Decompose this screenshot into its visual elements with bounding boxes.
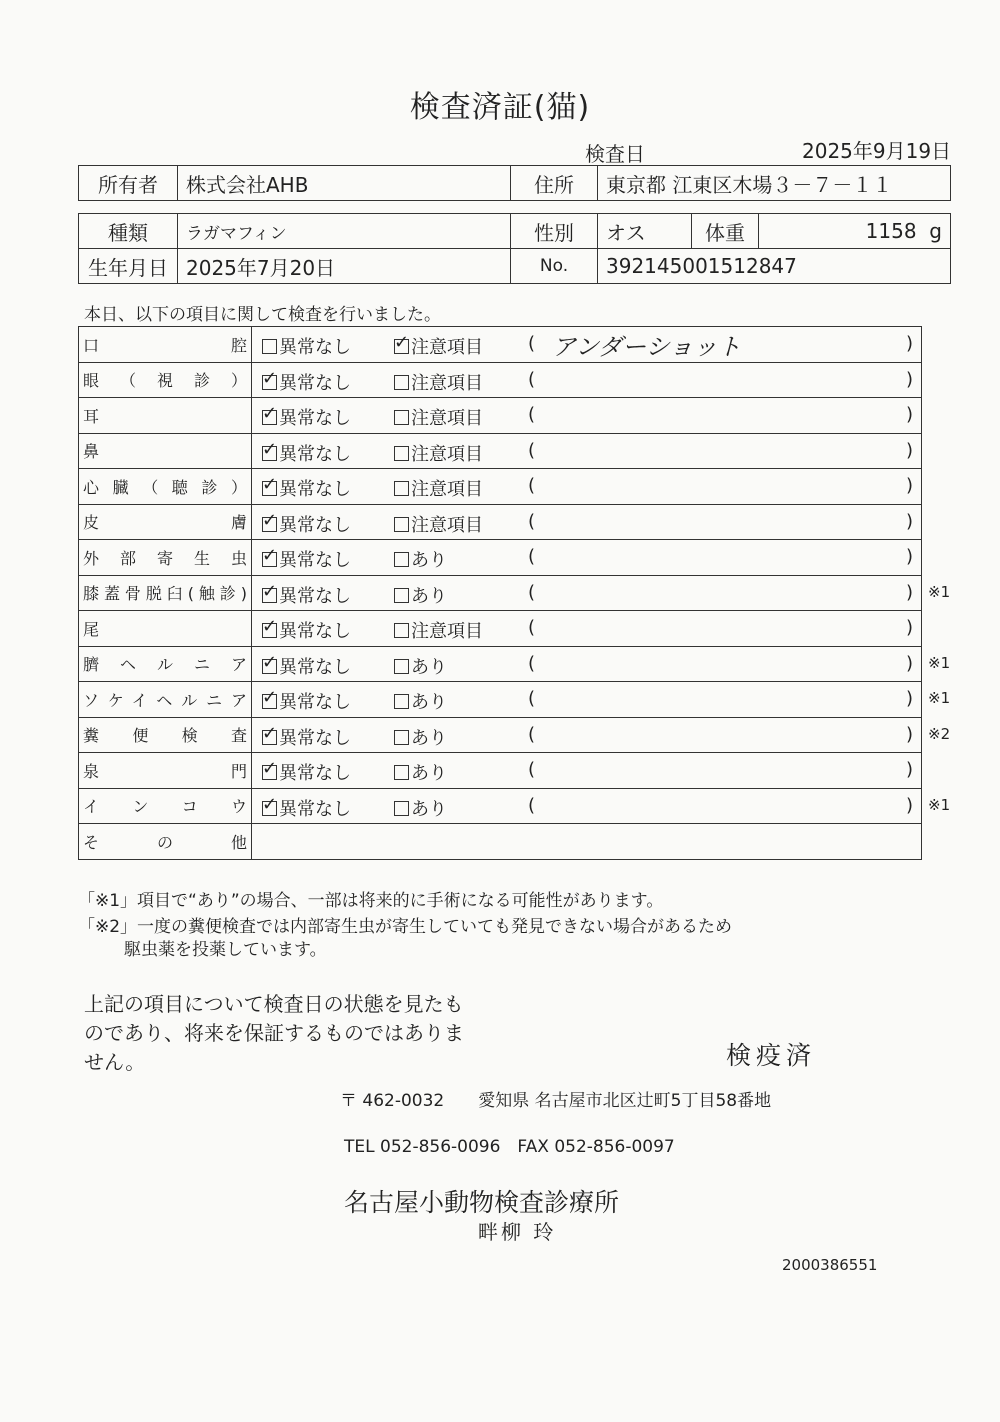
- option-attention[interactable]: 注意項目: [394, 617, 483, 643]
- handwritten-note: アンダーショット: [552, 333, 742, 361]
- open-paren: (: [528, 652, 536, 674]
- check-row: [79, 788, 922, 824]
- check-item-label: インコウ: [79, 788, 252, 824]
- open-paren: (: [528, 404, 536, 425]
- option-attention[interactable]: 注意項目: [394, 369, 483, 395]
- owner-table: [78, 165, 951, 201]
- other-label: その他: [79, 824, 252, 860]
- check-item-label: 外部寄生虫: [79, 540, 252, 576]
- checkbox-icon[interactable]: [262, 623, 277, 638]
- option-attention[interactable]: 注意項目: [394, 404, 483, 430]
- check-item-label: 耳: [79, 398, 252, 434]
- check-options: [252, 788, 922, 824]
- option-normal[interactable]: ✓ 異常なし: [262, 653, 351, 679]
- check-row: [79, 362, 922, 398]
- check-row: [79, 646, 922, 682]
- checkbox-icon[interactable]: [394, 588, 409, 603]
- checkbox-icon[interactable]: [262, 694, 277, 709]
- option-normal[interactable]: ✓ 異常なし: [262, 795, 351, 821]
- option-attention[interactable]: 注意項目: [394, 440, 483, 466]
- checkbox-icon[interactable]: [262, 446, 277, 461]
- exam-date-label: 検査日: [585, 142, 645, 166]
- option-attention[interactable]: あり: [394, 582, 447, 608]
- checkbox-icon[interactable]: [394, 801, 409, 816]
- check-item-label: 眼（視診）: [79, 362, 252, 398]
- address-label: 住所: [511, 166, 598, 201]
- other-value: [252, 824, 922, 860]
- check-options: [252, 362, 922, 398]
- check-row: [79, 327, 922, 363]
- option-normal[interactable]: ✓ 異常なし: [262, 404, 351, 430]
- checkbox-icon[interactable]: [262, 517, 277, 532]
- sex-value: オス: [598, 214, 692, 249]
- inspection-stamp: 検疫済: [726, 1041, 817, 1070]
- check-options: [252, 717, 922, 753]
- checkbox-icon[interactable]: [394, 410, 409, 425]
- clinic-phone: TEL 052-856-0096 FAX 052-856-0097: [344, 1137, 675, 1157]
- option-normal[interactable]: ✓ 異常なし: [262, 688, 351, 714]
- close-paren: ): [905, 546, 913, 567]
- checkbox-icon[interactable]: [394, 623, 409, 638]
- check-options: [252, 646, 922, 682]
- option-attention[interactable]: あり: [394, 546, 447, 572]
- weight-cell: [759, 214, 951, 249]
- check-row: [79, 611, 922, 647]
- close-paren: ): [905, 581, 913, 603]
- open-paren: (: [528, 688, 536, 709]
- open-paren: (: [528, 723, 536, 745]
- dob-label: 生年月日: [79, 249, 178, 284]
- option-normal[interactable]: ✓ 異常なし: [262, 724, 351, 750]
- check-item-label: 臍ヘルニア: [79, 646, 252, 682]
- check-row: [79, 540, 922, 576]
- close-paren: ): [905, 510, 913, 532]
- checkbox-icon[interactable]: [394, 552, 409, 567]
- intro-text: 本日、以下の項目に関して検査を行いました。: [84, 305, 441, 325]
- option-attention[interactable]: あり: [394, 688, 447, 714]
- check-item-label: 膝蓋骨脱臼(触診): [79, 575, 252, 611]
- open-paren: (: [528, 333, 536, 354]
- check-options: [252, 611, 922, 647]
- option-attention[interactable]: 注意項目: [394, 475, 483, 501]
- no-label: No.: [511, 249, 598, 284]
- checkbox-icon[interactable]: [262, 765, 277, 780]
- type-value: ラガマフィン: [178, 214, 511, 249]
- check-options: [252, 433, 922, 469]
- checkbox-icon[interactable]: [262, 588, 277, 603]
- check-item-label: 糞便検査: [79, 717, 252, 753]
- check-item-label: ソケイヘルニア: [79, 682, 252, 718]
- checkbox-icon[interactable]: [394, 765, 409, 780]
- check-row: [79, 717, 922, 753]
- checkbox-icon[interactable]: [262, 552, 277, 567]
- option-normal[interactable]: ✓ 異常なし: [262, 475, 351, 501]
- checkbox-icon[interactable]: [262, 481, 277, 496]
- close-paren: ): [905, 333, 913, 354]
- check-item-label: 口腔: [79, 327, 252, 363]
- check-row: [79, 504, 922, 540]
- option-normal[interactable]: ✓ 異常なし: [262, 440, 351, 466]
- check-options: [252, 753, 922, 789]
- check-item-label: 心臓（聴診）: [79, 469, 252, 505]
- footnote-mark: ※1: [928, 689, 951, 708]
- option-normal[interactable]: ✓ 異常なし: [262, 369, 351, 395]
- open-paren: (: [528, 368, 536, 390]
- check-options: [252, 575, 922, 611]
- checkbox-icon[interactable]: [262, 801, 277, 816]
- check-options: [252, 327, 922, 363]
- check-options: [252, 398, 922, 434]
- checkbox-icon[interactable]: [262, 730, 277, 745]
- option-attention[interactable]: ✓ 注意項目: [394, 333, 483, 359]
- close-paren: ): [905, 368, 913, 390]
- checkbox-icon[interactable]: [262, 410, 277, 425]
- option-attention[interactable]: あり: [394, 759, 447, 785]
- open-paren: (: [528, 439, 536, 461]
- footnote-2-line2: 駆虫薬を投薬しています。: [124, 940, 327, 960]
- checkbox-icon[interactable]: [394, 730, 409, 745]
- weight-value: 1158: [865, 219, 917, 243]
- weight-unit: g: [929, 219, 942, 243]
- check-item-label: 皮膚: [79, 504, 252, 540]
- checkbox-icon[interactable]: [394, 375, 409, 390]
- check-options: [252, 504, 922, 540]
- disclaimer-text: 上記の項目について検査日の状態を見たものであり、将来を保証するものではありません。: [84, 992, 464, 1074]
- address-value: 東京都 江東区木場３－７－１１: [598, 166, 951, 201]
- checkbox-icon[interactable]: [262, 659, 277, 674]
- check-table: [78, 326, 922, 860]
- footnote-mark: ※1: [928, 653, 951, 672]
- document-number: 2000386551: [782, 1256, 878, 1274]
- close-paren: ): [905, 617, 913, 638]
- option-normal[interactable]: ✓ 異常なし: [262, 617, 351, 643]
- checkbox-icon[interactable]: [394, 481, 409, 496]
- check-options: [252, 540, 922, 576]
- clinic-address: 〒 462-0032 愛知県 名古屋市北区辻町5丁目58番地: [340, 1091, 772, 1111]
- checkbox-icon[interactable]: [394, 339, 409, 354]
- check-item-label: 尾: [79, 611, 252, 647]
- option-attention[interactable]: あり: [394, 795, 447, 821]
- open-paren: (: [528, 581, 536, 603]
- checkbox-icon[interactable]: [394, 446, 409, 461]
- close-paren: ): [905, 404, 913, 425]
- option-attention[interactable]: あり: [394, 724, 447, 750]
- close-paren: ): [905, 652, 913, 674]
- close-paren: ): [905, 688, 913, 709]
- footnote-1: 「※1」項目で“あり”の場合、一部は将来的に手術になる可能性があります。: [78, 891, 664, 911]
- weight-label: 体重: [692, 214, 759, 249]
- checkbox-icon[interactable]: [262, 339, 277, 354]
- footnote-mark: ※2: [928, 724, 951, 743]
- option-normal[interactable]: 異常なし: [262, 333, 351, 359]
- check-item-label: 鼻: [79, 433, 252, 469]
- check-options: [252, 469, 922, 505]
- type-label: 種類: [79, 214, 178, 249]
- checkbox-icon[interactable]: [394, 517, 409, 532]
- open-paren: (: [528, 475, 536, 496]
- check-row: [79, 682, 922, 718]
- option-normal[interactable]: ✓ 異常なし: [262, 511, 351, 537]
- dob-value: 2025年7月20日: [178, 249, 511, 284]
- clinic-name: 名古屋小動物検査診療所: [344, 1188, 620, 1217]
- close-paren: ): [905, 439, 913, 461]
- footnote-mark: ※1: [928, 795, 951, 814]
- close-paren: ): [905, 723, 913, 745]
- option-normal[interactable]: ✓ 異常なし: [262, 546, 351, 572]
- option-attention[interactable]: あり: [394, 653, 447, 679]
- check-row: [79, 433, 922, 469]
- close-paren: ): [905, 759, 913, 780]
- footnote-mark: ※1: [928, 582, 951, 601]
- open-paren: (: [528, 546, 536, 567]
- check-row: [79, 469, 922, 505]
- open-paren: (: [528, 759, 536, 780]
- checkbox-icon[interactable]: [262, 375, 277, 390]
- option-normal[interactable]: ✓ 異常なし: [262, 582, 351, 608]
- check-row: [79, 753, 922, 789]
- no-value: 392145001512847: [598, 249, 951, 284]
- clinic-person: 畔柳 玲: [478, 1220, 557, 1244]
- open-paren: (: [528, 617, 536, 638]
- open-paren: (: [528, 794, 536, 816]
- check-row: [79, 398, 922, 434]
- footnote-2-line1: 「※2」一度の糞便検査では内部寄生虫が寄生していても発見できない場合があるため: [78, 917, 733, 937]
- exam-date-value: 2025年9月19日: [802, 139, 952, 163]
- check-row: [79, 575, 922, 611]
- close-paren: ): [905, 475, 913, 496]
- owner-value: 株式会社AHB: [178, 166, 511, 201]
- other-row: [79, 824, 922, 860]
- option-normal[interactable]: ✓ 異常なし: [262, 759, 351, 785]
- close-paren: ): [905, 794, 913, 816]
- sex-label: 性別: [511, 214, 598, 249]
- animal-table: [78, 213, 951, 284]
- checkbox-icon[interactable]: [394, 694, 409, 709]
- page-title: 検査済証(猫): [409, 90, 591, 125]
- check-options: [252, 682, 922, 718]
- checkbox-icon[interactable]: [394, 659, 409, 674]
- check-item-label: 泉門: [79, 753, 252, 789]
- option-attention[interactable]: 注意項目: [394, 511, 483, 537]
- open-paren: (: [528, 510, 536, 532]
- owner-label: 所有者: [79, 166, 178, 201]
